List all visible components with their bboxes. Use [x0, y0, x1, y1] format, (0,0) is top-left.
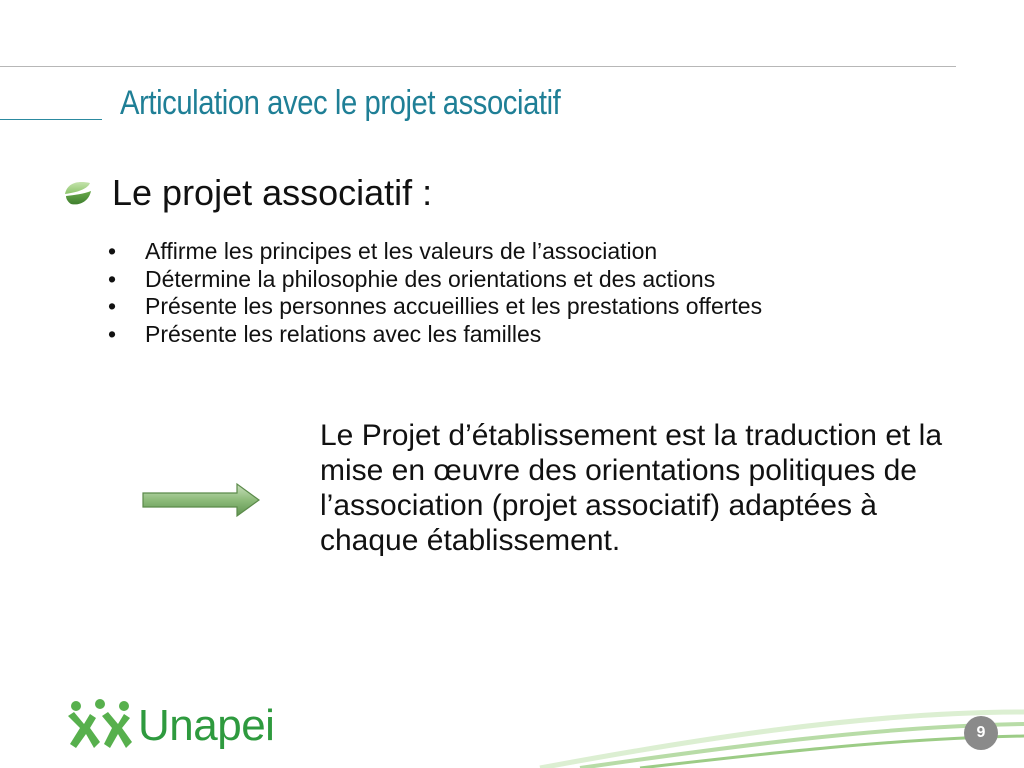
bullet-list	[108, 238, 762, 348]
list-item-text: Présente les personnes accueillies et les prestations offertes	[145, 293, 763, 319]
logo-wordmark: Unapei	[138, 701, 275, 750]
list-item	[108, 321, 762, 349]
list-item	[108, 293, 762, 321]
list-item	[108, 266, 762, 294]
unapei-people-icon	[66, 698, 134, 754]
title-accent-line	[0, 119, 102, 120]
green-leaf-icon	[62, 177, 94, 209]
page-number-badge: 9	[964, 716, 998, 750]
slide-title: Articulation avec le projet associatif	[120, 84, 561, 122]
level1-bullet-text: Le projet associatif :	[112, 172, 433, 213]
level1-bullet-item	[62, 172, 432, 214]
list-item-text: Détermine la philosophie des orientations et des actions	[145, 265, 716, 292]
top-divider	[0, 66, 956, 67]
list-item-text: Affirme les principes et les valeurs de l’association	[145, 238, 658, 264]
unapei-logo	[66, 698, 274, 754]
bullet-dot: •	[108, 238, 117, 264]
bullet-dot: •	[108, 265, 117, 292]
list-item	[108, 238, 762, 266]
bullet-dot: •	[108, 320, 117, 347]
bullet-dot: •	[108, 293, 117, 319]
conclusion-paragraph: Le Projet d’établissement est la traduction et la mise en œuvre des orientations politiques de l’association (projet associatif) adaptées à chaque établissement.	[320, 419, 943, 557]
right-arrow-icon	[140, 480, 262, 520]
list-item-text: Présente les relations avec les familles	[145, 320, 542, 347]
